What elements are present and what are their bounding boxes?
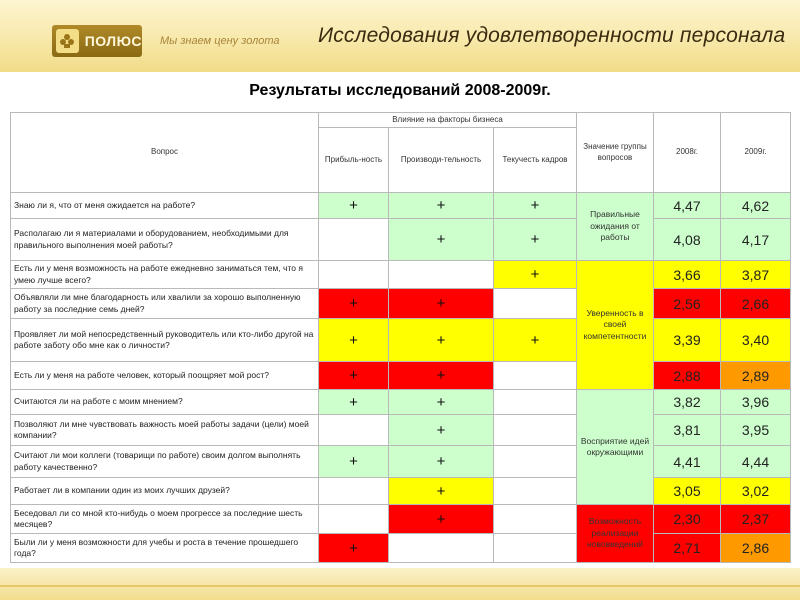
value-2009: 4,62: [721, 193, 791, 219]
empty-cell: [319, 505, 389, 534]
value-2008: 4,47: [654, 193, 721, 219]
value-2008: 2,71: [654, 534, 721, 563]
table-row: [11, 478, 791, 505]
plus-mark: +: [319, 446, 389, 478]
question-cell: Располагаю ли я материалами и оборудованием, необходимыми для правильного выполнения моей работы?: [11, 219, 319, 261]
value-2008: 2,88: [654, 362, 721, 390]
header-business-factors: Влияние на факторы бизнеса: [319, 113, 577, 128]
plus-mark: +: [389, 505, 494, 534]
group-label: Правильные ожидания от работы: [577, 193, 654, 261]
value-2009: 2,37: [721, 505, 791, 534]
empty-cell: [319, 478, 389, 505]
plus-mark: +: [389, 319, 494, 362]
empty-cell: [494, 415, 577, 446]
value-2009: 4,17: [721, 219, 791, 261]
plus-mark: +: [389, 362, 494, 390]
value-2008: 3,05: [654, 478, 721, 505]
value-2008: 3,66: [654, 261, 721, 289]
plus-mark: +: [319, 534, 389, 563]
plus-mark: +: [389, 289, 494, 319]
slogan: Мы знаем цену золота: [160, 35, 280, 47]
value-2009: 3,96: [721, 390, 791, 415]
empty-cell: [494, 446, 577, 478]
empty-cell: [319, 261, 389, 289]
header-productivity: Производи-тельность: [389, 128, 494, 193]
question-cell: Позволяют ли мне чувствовать важность моей работы задачи (цели) моей компании?: [11, 415, 319, 446]
value-2008: 4,08: [654, 219, 721, 261]
empty-cell: [389, 261, 494, 289]
table-row: [11, 362, 791, 390]
value-2008: 2,56: [654, 289, 721, 319]
plus-mark: +: [389, 446, 494, 478]
group-label: Уверенность в своей компетентности: [577, 261, 654, 390]
table-row: [11, 390, 791, 415]
question-cell: Были ли у меня возможности для учебы и роста в течение прошедшего года?: [11, 534, 319, 563]
table-row: [11, 289, 791, 319]
group-label: Возможность реализации нововведений: [577, 505, 654, 563]
table-row: [11, 219, 791, 261]
empty-cell: [389, 534, 494, 563]
empty-cell: [319, 415, 389, 446]
table-row: [11, 193, 791, 219]
page-title: Исследования удовлетворенности персонала: [318, 24, 786, 47]
empty-cell: [319, 219, 389, 261]
company-logo: [52, 25, 142, 57]
logo-text: ПОЛЮС: [84, 33, 142, 49]
footer-band: [0, 568, 800, 600]
question-cell: Есть ли у меня возможность на работе ежедневно заниматься тем, что я умею лучше всего?: [11, 261, 319, 289]
plus-mark: +: [494, 219, 577, 261]
question-cell: Работает ли в компании один из моих лучших друзей?: [11, 478, 319, 505]
value-2009: 2,66: [721, 289, 791, 319]
header-turnover: Текучесть кадров: [494, 128, 577, 193]
value-2008: 3,39: [654, 319, 721, 362]
plus-mark: +: [319, 362, 389, 390]
empty-cell: [494, 362, 577, 390]
empty-cell: [494, 478, 577, 505]
results-subtitle: Результаты исследований 2008-2009г.: [249, 82, 551, 99]
header-group-value: Значение группы вопросов: [577, 113, 654, 193]
header-2008: 2008г.: [654, 113, 721, 193]
value-2008: 4,41: [654, 446, 721, 478]
value-2008: 3,81: [654, 415, 721, 446]
plus-mark: +: [494, 261, 577, 289]
value-2009: 2,86: [721, 534, 791, 563]
header-2009: 2009г.: [721, 113, 791, 193]
footer-line: [0, 585, 800, 587]
value-2009: 4,44: [721, 446, 791, 478]
value-2009: 3,95: [721, 415, 791, 446]
plus-mark: +: [494, 319, 577, 362]
empty-cell: [494, 289, 577, 319]
plus-mark: +: [389, 478, 494, 505]
survey-results-table: [10, 112, 791, 563]
question-cell: Считают ли мои коллеги (товарищи по работе) своим долгом выполнять работу качественно?: [11, 446, 319, 478]
question-cell: Беседовал ли со мной кто-нибудь о моем прогрессе за последние шесть месяцев?: [11, 505, 319, 534]
plus-mark: +: [389, 415, 494, 446]
header-profit: Прибыль-ность: [319, 128, 389, 193]
table-row: [11, 261, 791, 289]
value-2008: 2,30: [654, 505, 721, 534]
plus-mark: +: [389, 219, 494, 261]
plus-mark: +: [319, 289, 389, 319]
header-question: Вопрос: [11, 113, 319, 193]
header-banner: [0, 0, 800, 72]
empty-cell: [494, 505, 577, 534]
plus-mark: +: [319, 193, 389, 219]
question-cell: Есть ли у меня на работе человек, который поощряет мой рост?: [11, 362, 319, 390]
question-cell: Считаются ли на работе с моим мнением?: [11, 390, 319, 415]
value-2009: 2,89: [721, 362, 791, 390]
question-cell: Объявляли ли мне благодарность или хвалили за хорошо выполненную работу за последние семь дней?: [11, 289, 319, 319]
value-2009: 3,02: [721, 478, 791, 505]
table-row: [11, 505, 791, 534]
plus-mark: +: [389, 390, 494, 415]
plus-mark: +: [319, 319, 389, 362]
logo-emblem-icon: [56, 29, 79, 53]
group-label: Восприятие идей окружающими: [577, 390, 654, 505]
question-cell: Проявляет ли мой непосредственный руководитель или кто-либо другой на работе заботу обо мне как о личности?: [11, 319, 319, 362]
plus-mark: +: [389, 193, 494, 219]
table-row: [11, 446, 791, 478]
question-cell: Знаю ли я, что от меня ожидается на работе?: [11, 193, 319, 219]
plus-mark: +: [319, 390, 389, 415]
table-row: [11, 319, 791, 362]
value-2008: 3,82: [654, 390, 721, 415]
value-2009: 3,87: [721, 261, 791, 289]
table-row: [11, 415, 791, 446]
table-row: [11, 534, 791, 563]
empty-cell: [494, 390, 577, 415]
value-2009: 3,40: [721, 319, 791, 362]
empty-cell: [494, 534, 577, 563]
plus-mark: +: [494, 193, 577, 219]
